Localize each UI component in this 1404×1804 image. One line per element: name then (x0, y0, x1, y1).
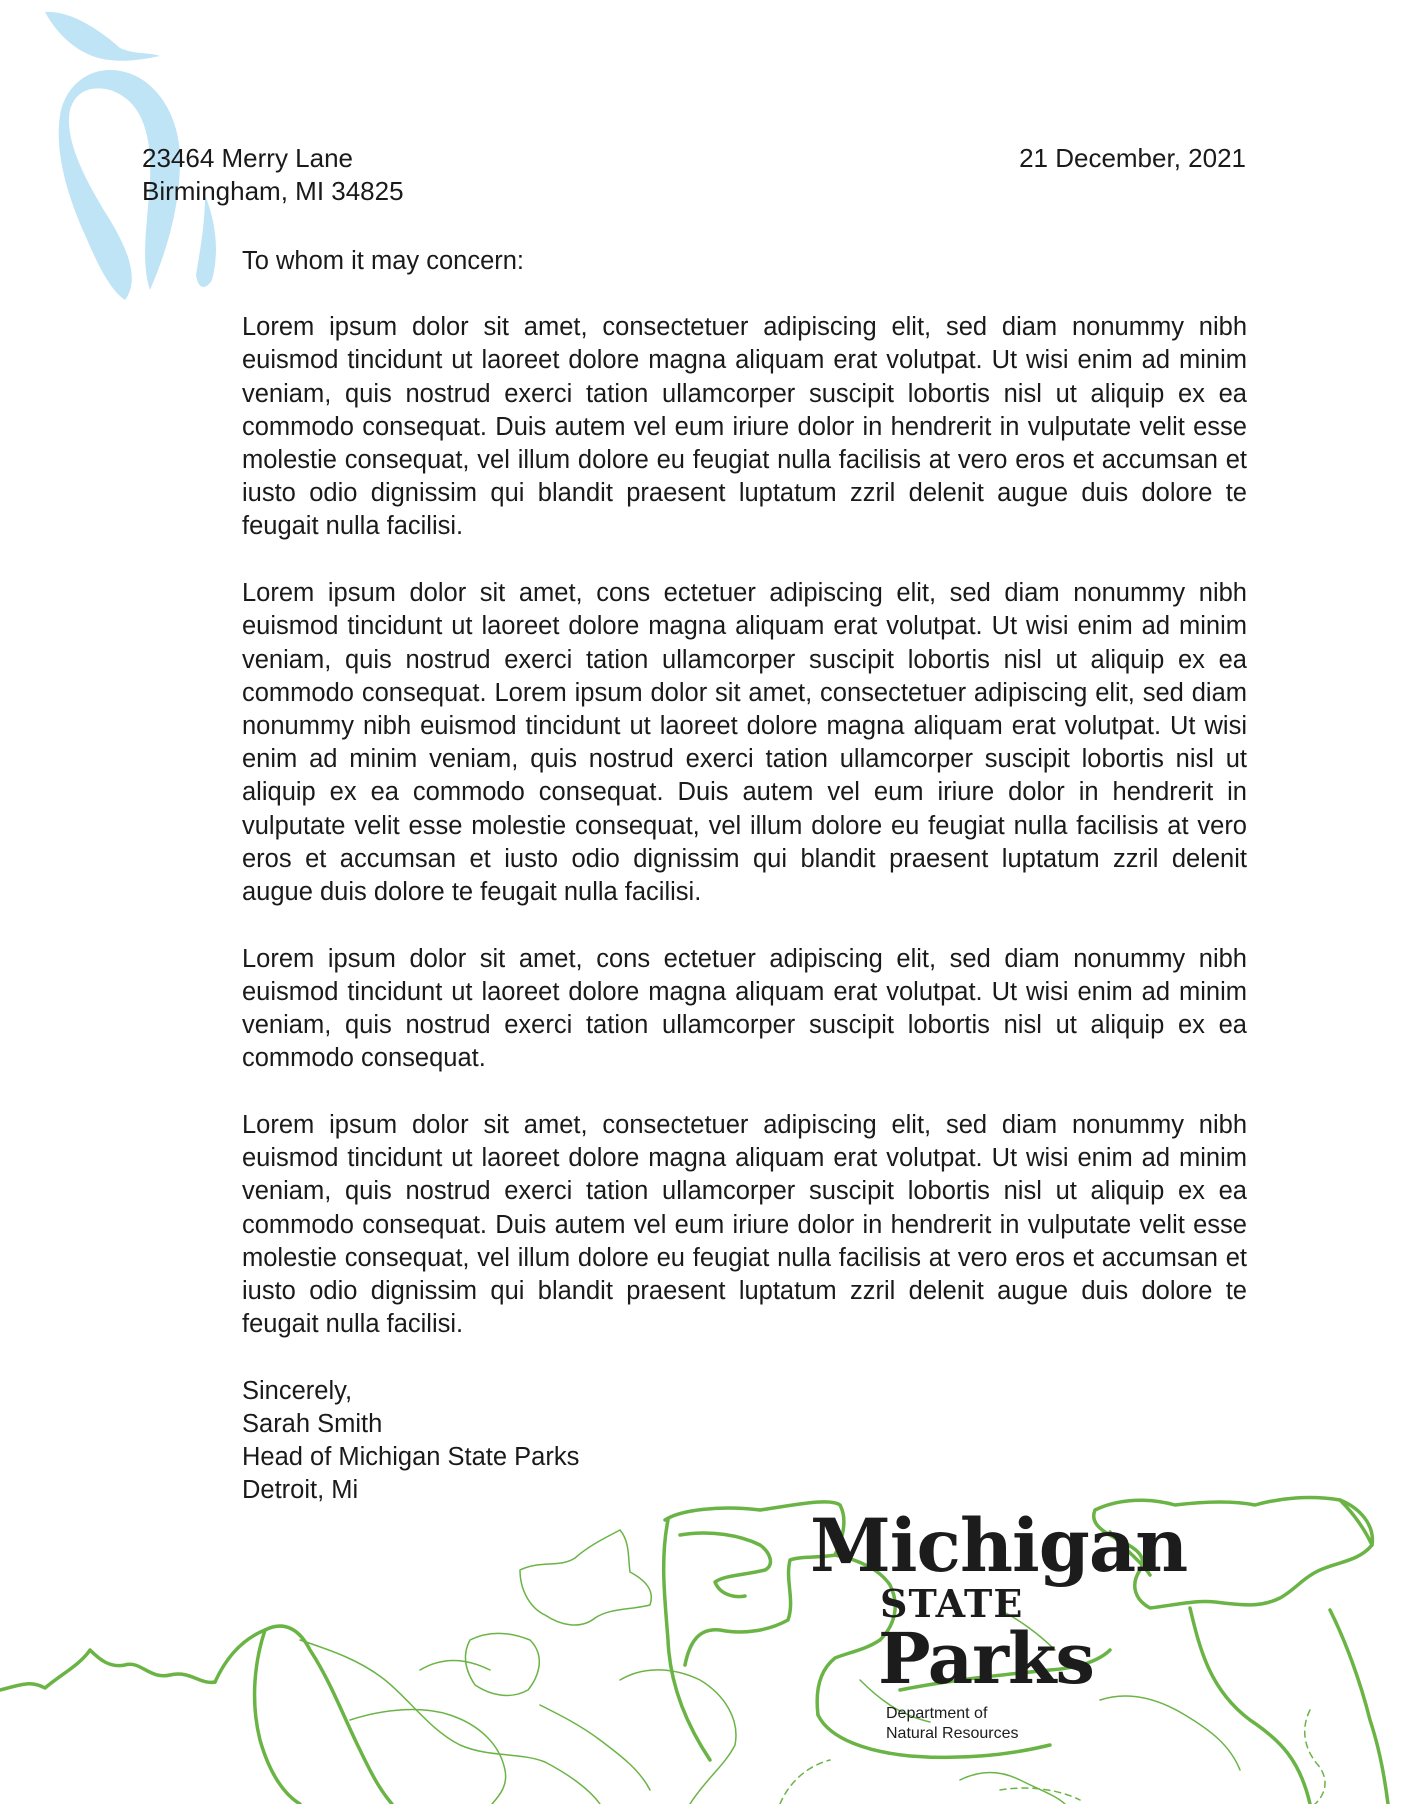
paragraph: Lorem ipsum dolor sit amet, cons ectetuer adipiscing elit, sed diam nonummy nibh euismod tincidunt ut laoreet dolore magna aliquam erat volutpat. Ut wisi enim ad minim veniam, quis nostrud exerci tation ullamcorper suscipit lobortis nisl ut aliquip ex ea commodo consequat. Lorem ipsum dolor sit amet, consectetuer adipiscing elit, sed diam nonummy nibh euismod tincidunt ut laoreet dolore magna aliquam erat volutpat. Ut wisi enim ad minim veniam, quis nostrud exerci tation ullamcorper suscipit lobortis nisl ut aliquip ex ea commodo consequat. Duis autem vel eum iriure dolor in hendrerit in vulputate velit esse molestie consequat, vel illum dolore eu feugiat nulla facilisis at vero eros et accumsan et iusto odio dignissim qui blandit praesent luptatum zzril delenit augue duis dolore te feugait nulla facilisi. (242, 579, 1247, 906)
salutation: To whom it may concern: (242, 247, 525, 275)
paragraph: Lorem ipsum dolor sit amet, consectetuer adipiscing elit, sed diam nonummy nibh euismod tincidunt ut laoreet dolore magna aliquam erat volutpat. Ut wisi enim ad minim veniam, quis nostrud exerci tation ullamcorper suscipit lobortis nisl ut aliquip ex ea commodo consequat. Duis autem vel eum iriure dolor in hendrerit in vulputate velit esse molestie consequat, vel illum dolore eu feugiat nulla facilisis at vero eros et accumsan et iusto odio dignissim qui blandit praesent luptatum zzril delenit augue duis dolore te feugait nulla facilisi. (242, 313, 1247, 541)
logo-dept-line-2: Natural Resources (886, 1725, 1019, 1742)
letter-body (242, 245, 1247, 1507)
logo-line-michigan: Michigan (810, 1503, 1188, 1589)
signer-name: Sarah Smith (242, 1409, 383, 1438)
logo-dept-line-1: Department of (886, 1705, 988, 1722)
michigan-map-outline-icon (0, 1490, 1404, 1804)
closing: Sincerely, (242, 1376, 353, 1405)
logo-line-parks: Parks (878, 1617, 1094, 1700)
signer-location: Detroit, Mi (242, 1475, 359, 1504)
paragraph: Lorem ipsum dolor sit amet, consectetuer adipiscing elit, sed diam nonummy nibh euismod tincidunt ut laoreet dolore magna aliquam erat volutpat. Ut wisi enim ad minim veniam, quis nostrud exerci tation ullamcorper suscipit lobortis nisl ut aliquip ex ea commodo consequat. Duis autem vel eum iriure dolor in hendrerit in vulputate velit esse molestie consequat, vel illum dolore eu feugiat nulla facilisis at vero eros et accumsan et iusto odio dignissim qui blandit praesent luptatum zzril delenit augue duis dolore te feugait nulla facilisi. (242, 1110, 1247, 1339)
address-line-1: 23464 Merry Lane (142, 143, 354, 173)
signer-title: Head of Michigan State Parks (242, 1442, 580, 1471)
signature-block (242, 1375, 1247, 1507)
logo-department (886, 1704, 1140, 1744)
address-line-2: Birmingham, MI 34825 (142, 176, 404, 206)
sender-address (142, 142, 404, 208)
paragraph: Lorem ipsum dolor sit amet, cons ectetuer adipiscing elit, sed diam nonummy nibh euismod tincidunt ut laoreet dolore magna aliquam erat volutpat. Ut wisi enim ad minim veniam, quis nostrud exerci tation ullamcorper suscipit lobortis nisl ut aliquip ex ea commodo consequat. (242, 944, 1247, 1073)
michigan-state-parks-logo (810, 1503, 1188, 1744)
logo-line-state: STATE (880, 1581, 1024, 1626)
letter-date: 21 December, 2021 (1019, 143, 1246, 173)
